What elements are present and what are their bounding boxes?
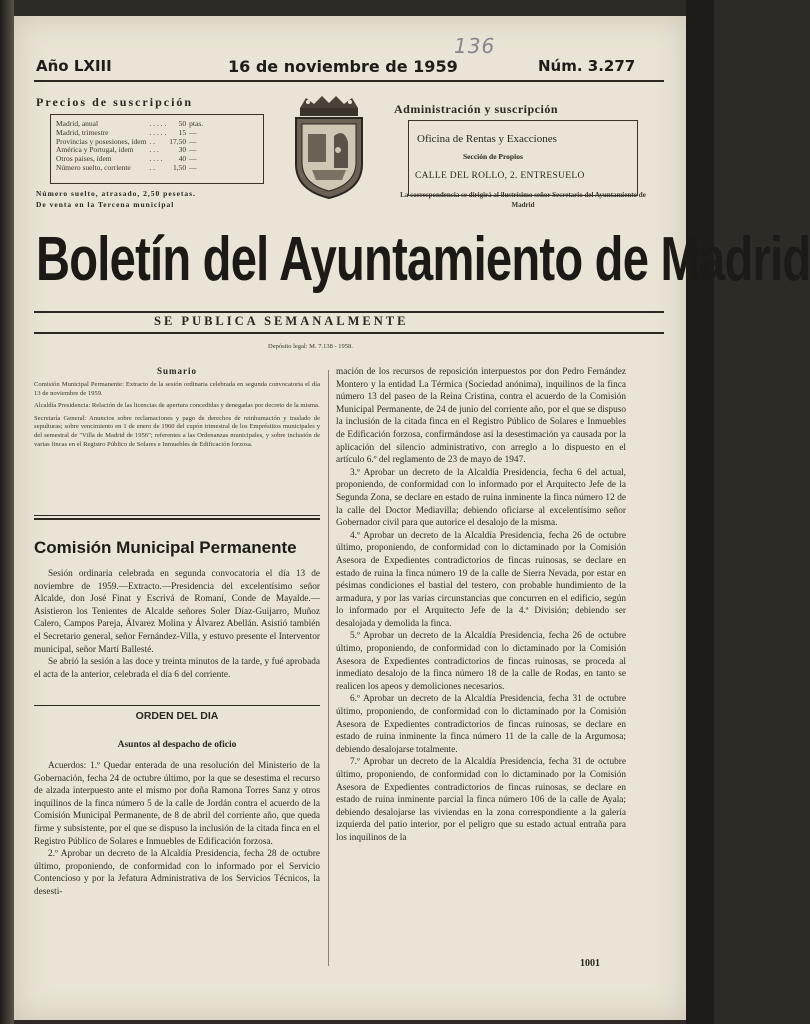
- summary-item: Comisión Municipal Permanente: Extracto de la sesión ordinaria celebrada en segunda convocatoria el día 13 de noviembre de 1959.: [34, 381, 320, 397]
- issue-date: 16 de noviembre de 1959: [228, 57, 458, 76]
- session-opening: Se abrió la sesión a las doce y treinta minutos de la tarde, y fué aprobada el acta de la anterior, celebrada el día 6 del corriente.: [34, 657, 320, 680]
- agreement-3: 3.º Aprobar un decreto de la Alcaldía Presidencia, fecha 6 del actual, proponiendo, de conformidad con lo informado por el Arquitecto Jefe de la Segunda Zona, se declare en estado de ruina inminente la finca número 12 de la calle del Doctor Mediavilla; debiendo oficiarse al excelentísimo señor Gobernador civil para que autorice el desalojo de la misma.: [336, 467, 626, 529]
- issue-year: Año LXIII: [36, 57, 112, 75]
- subscription-heading: Precios de suscripción: [36, 95, 194, 109]
- binding-gutter: [0, 0, 14, 1024]
- price-row: Otros países, ídem . . . . 40 —: [56, 154, 197, 164]
- session-text: [34, 568, 320, 681]
- price-row: América y Portugal, ídem . . . 30 —: [56, 145, 197, 155]
- administration-box: [408, 120, 638, 196]
- price-row: Madrid, trimestre . . . . . 15 —: [56, 127, 197, 137]
- section-heading: Comisión Municipal Permanente: [34, 538, 297, 557]
- summary-item: Alcaldía Presidencia: Relación de las licencias de apertura concedidas y denegadas por decreto de la misma.: [34, 402, 320, 410]
- summary-rule-2: [34, 518, 320, 520]
- agreement-1: Acuerdos: 1.º Quedar enterada de una resolución del Ministerio de la Gobernación, fecha 24 de octubre último, por la que se desestima el recurso de alzada interpuesto ante el mismo por doña Ramona Torres Sanz y otros inquilinos de la finca número 5 de la calle de Jordán contra el acuerdo de la Comisión Municipal Permanente, de 8 de abril del corriente año, que queda firme y subsistente, por el que se dispuso la inclusión de la citada finca en el Registro Público de Solares e Inmuebles de Edificación forzosa.: [34, 761, 320, 847]
- newspaper-title: Boletín del Ayuntamiento de Madrid: [36, 225, 810, 294]
- summary-item: Secretaría General: Anuncios sobre reclamaciones y pago de derechos de reinhumación y traslado de sepulturas; sobre vencimiento en 1 de enero de 1960 del cupón trimestral de los Empréstitos municipales y del semestral de "Villa de Madrid de 1956"; referentes a las Ordenanzas municipales, y sobre inclusión de varias fincas en el Registro Público de Solares e Inmuebles de Edificación forzosa.: [34, 414, 320, 448]
- title-rule-top: [34, 311, 664, 313]
- agreement-7: 7.º Aprobar un decreto de la Alcaldía Presidencia, fecha 31 de octubre último, proponiendo, de conformidad con lo dictaminado por la Comisión Asesora de Expedientes contradictorios de fincas ruinosas, se declare en estado de ruina inminente parcial la finca número 106 de la calle de Ayala; debiendo desalojarse las viviendas en la zona correspondiente a la galería izquierda del patio interior, por el peligro que su estado actual entraña para los inquilinos de la: [336, 757, 626, 843]
- summary-heading: Sumario: [156, 366, 197, 376]
- price-row: Madrid, anual . . . . . 50 ptas.: [56, 119, 204, 128]
- legal-deposit: Depósito legal: M. 7.138 - 1958.: [268, 343, 353, 350]
- price-table: [56, 120, 206, 173]
- administration-heading: Administración y suscripción: [394, 102, 559, 116]
- price-table-box: [50, 114, 264, 184]
- header-rule: [34, 80, 664, 82]
- agreement-4: 4.º Aprobar un decreto de la Alcaldía Presidencia, fecha 26 de octubre último, proponiendo, de conformidad con lo dictaminado por la Comisión Asesora de Expedientes contradictorios de fincas ruinosas, se declare en estado de ruina la finca número 19 de la calle de Sierra Nevada, por estar en pésimas condiciones el bastial del testero, con probable hundimiento de la armadura, y por las varias circunstancias que concurren en el edificio, según lo informado por el Arquitecto Jefe de la 4.ª División; debiendo ser desalojada y demolida la finca.: [336, 530, 626, 629]
- agreement-6: 6.º Aprobar un decreto de la Alcaldía Presidencia, fecha 31 de octubre último, proponiendo, de conformidad con lo dictaminado por la Comisión Asesora de Expedientes contradictorios de fincas ruinosas, se declare en estado de ruina inminente la finca número 11 de la calle de la Argumosa; debiendo desalojarse totalmente.: [336, 694, 626, 755]
- agreement-2: 2.º Aprobar un decreto de la Alcaldía Presidencia, fecha 28 de octubre último, proponiendo, de conformidad con lo informado por el Servicio Contencioso y por la Jefatura Administrativa de los Servicios Técnicos, la desesti-: [34, 849, 320, 897]
- office-section: Sección de Propios: [463, 152, 523, 161]
- page-edge-shadow: [686, 0, 714, 1024]
- correspondence-note: La correspondencia se dirigirá al ilustrísimo señor Secretario del Ayuntamiento de Madrid: [400, 191, 646, 209]
- price-row: Provincias y posesiones, ídem . . 17,50 —: [56, 136, 197, 146]
- madrid-coat-of-arms-icon: [286, 94, 372, 200]
- issue-number: Núm. 3.277: [538, 57, 636, 75]
- agenda-heading: ORDEN DEL DIA: [135, 710, 219, 722]
- newspaper-page: [14, 16, 810, 1020]
- sale-location-note: De venta en la Tercena municipal: [36, 200, 175, 209]
- office-address: CALLE DEL ROLLO, 2. ENTRESUELO: [415, 171, 585, 181]
- title-rule-bottom: [34, 332, 664, 334]
- right-column: [336, 366, 626, 845]
- office-name: Oficina de Rentas y Exacciones: [417, 133, 557, 145]
- session-intro: Sesión ordinaria celebrada en segunda convocatoria el día 13 de noviembre de 1959.—Extracto.—Presidencia del excelentísimo señor Alcalde, don José Finat y Escrivá de Romaní, Conde de Mayalde.—Asistieron los Tenientes de Alcalde señores Soler Díaz-Guijarro, Muñoz Calero, Campos Pareja, Álvarez Molina y Álvarez Abellán. Asistió también el Secretario general, señor Fernández-Villa, y estuvo presente el Interventor municipal, señor Martí Ballesté.: [34, 569, 320, 655]
- agreement-5: 5.º Aprobar un decreto de la Alcaldía Presidencia, fecha 26 de octubre último, proponiendo, de conformidad con lo dictaminado por la Comisión Asesora de Expedientes contradictorios de fincas ruinosas, se proceda al inmediato desalojo de la finca número 18 de la calle de Rodas, en tanto se realicen los apeos y demoliciones necesarios.: [336, 631, 626, 692]
- publication-frequency: SE PUBLICA SEMANALMENTE: [154, 314, 409, 328]
- orden-rule: [34, 705, 320, 706]
- summary-rule-1: [34, 515, 320, 516]
- single-issue-note: Número suelto, atrasado, 2,50 pesetas.: [36, 189, 196, 198]
- agreements-text: [34, 760, 320, 899]
- price-row: Número suelto, corriente . . 1,50 —: [56, 162, 197, 172]
- page-number: 1001: [580, 958, 600, 969]
- continued-paragraph: mación de los recursos de reposición interpuestos por don Pedro Fernández Montero y la entidad La Térmica (Sociedad anónima), inquilinos de la finca número 13 del paseo de la Reina Cristina, contra el acuerdo de la Comisión Municipal Permanente, de 24 de junio del corriente año, por el que se dispuso la inclusión de la citada finca en el Registro Público de Solares e Inmuebles de Edificación forzosa, confirmándose así la desestimación ya causada por la aplicación del silencio administrativo, con arreglo a lo dispuesto en el artículo 6.º del reglamento de 23 de mayo de 1947.: [336, 367, 626, 466]
- agenda-subheading: Asuntos al despacho de oficio: [117, 740, 237, 750]
- handwritten-number: 136: [454, 34, 496, 58]
- summary-list: [34, 381, 320, 449]
- column-divider: [328, 370, 329, 966]
- left-column: [34, 366, 320, 449]
